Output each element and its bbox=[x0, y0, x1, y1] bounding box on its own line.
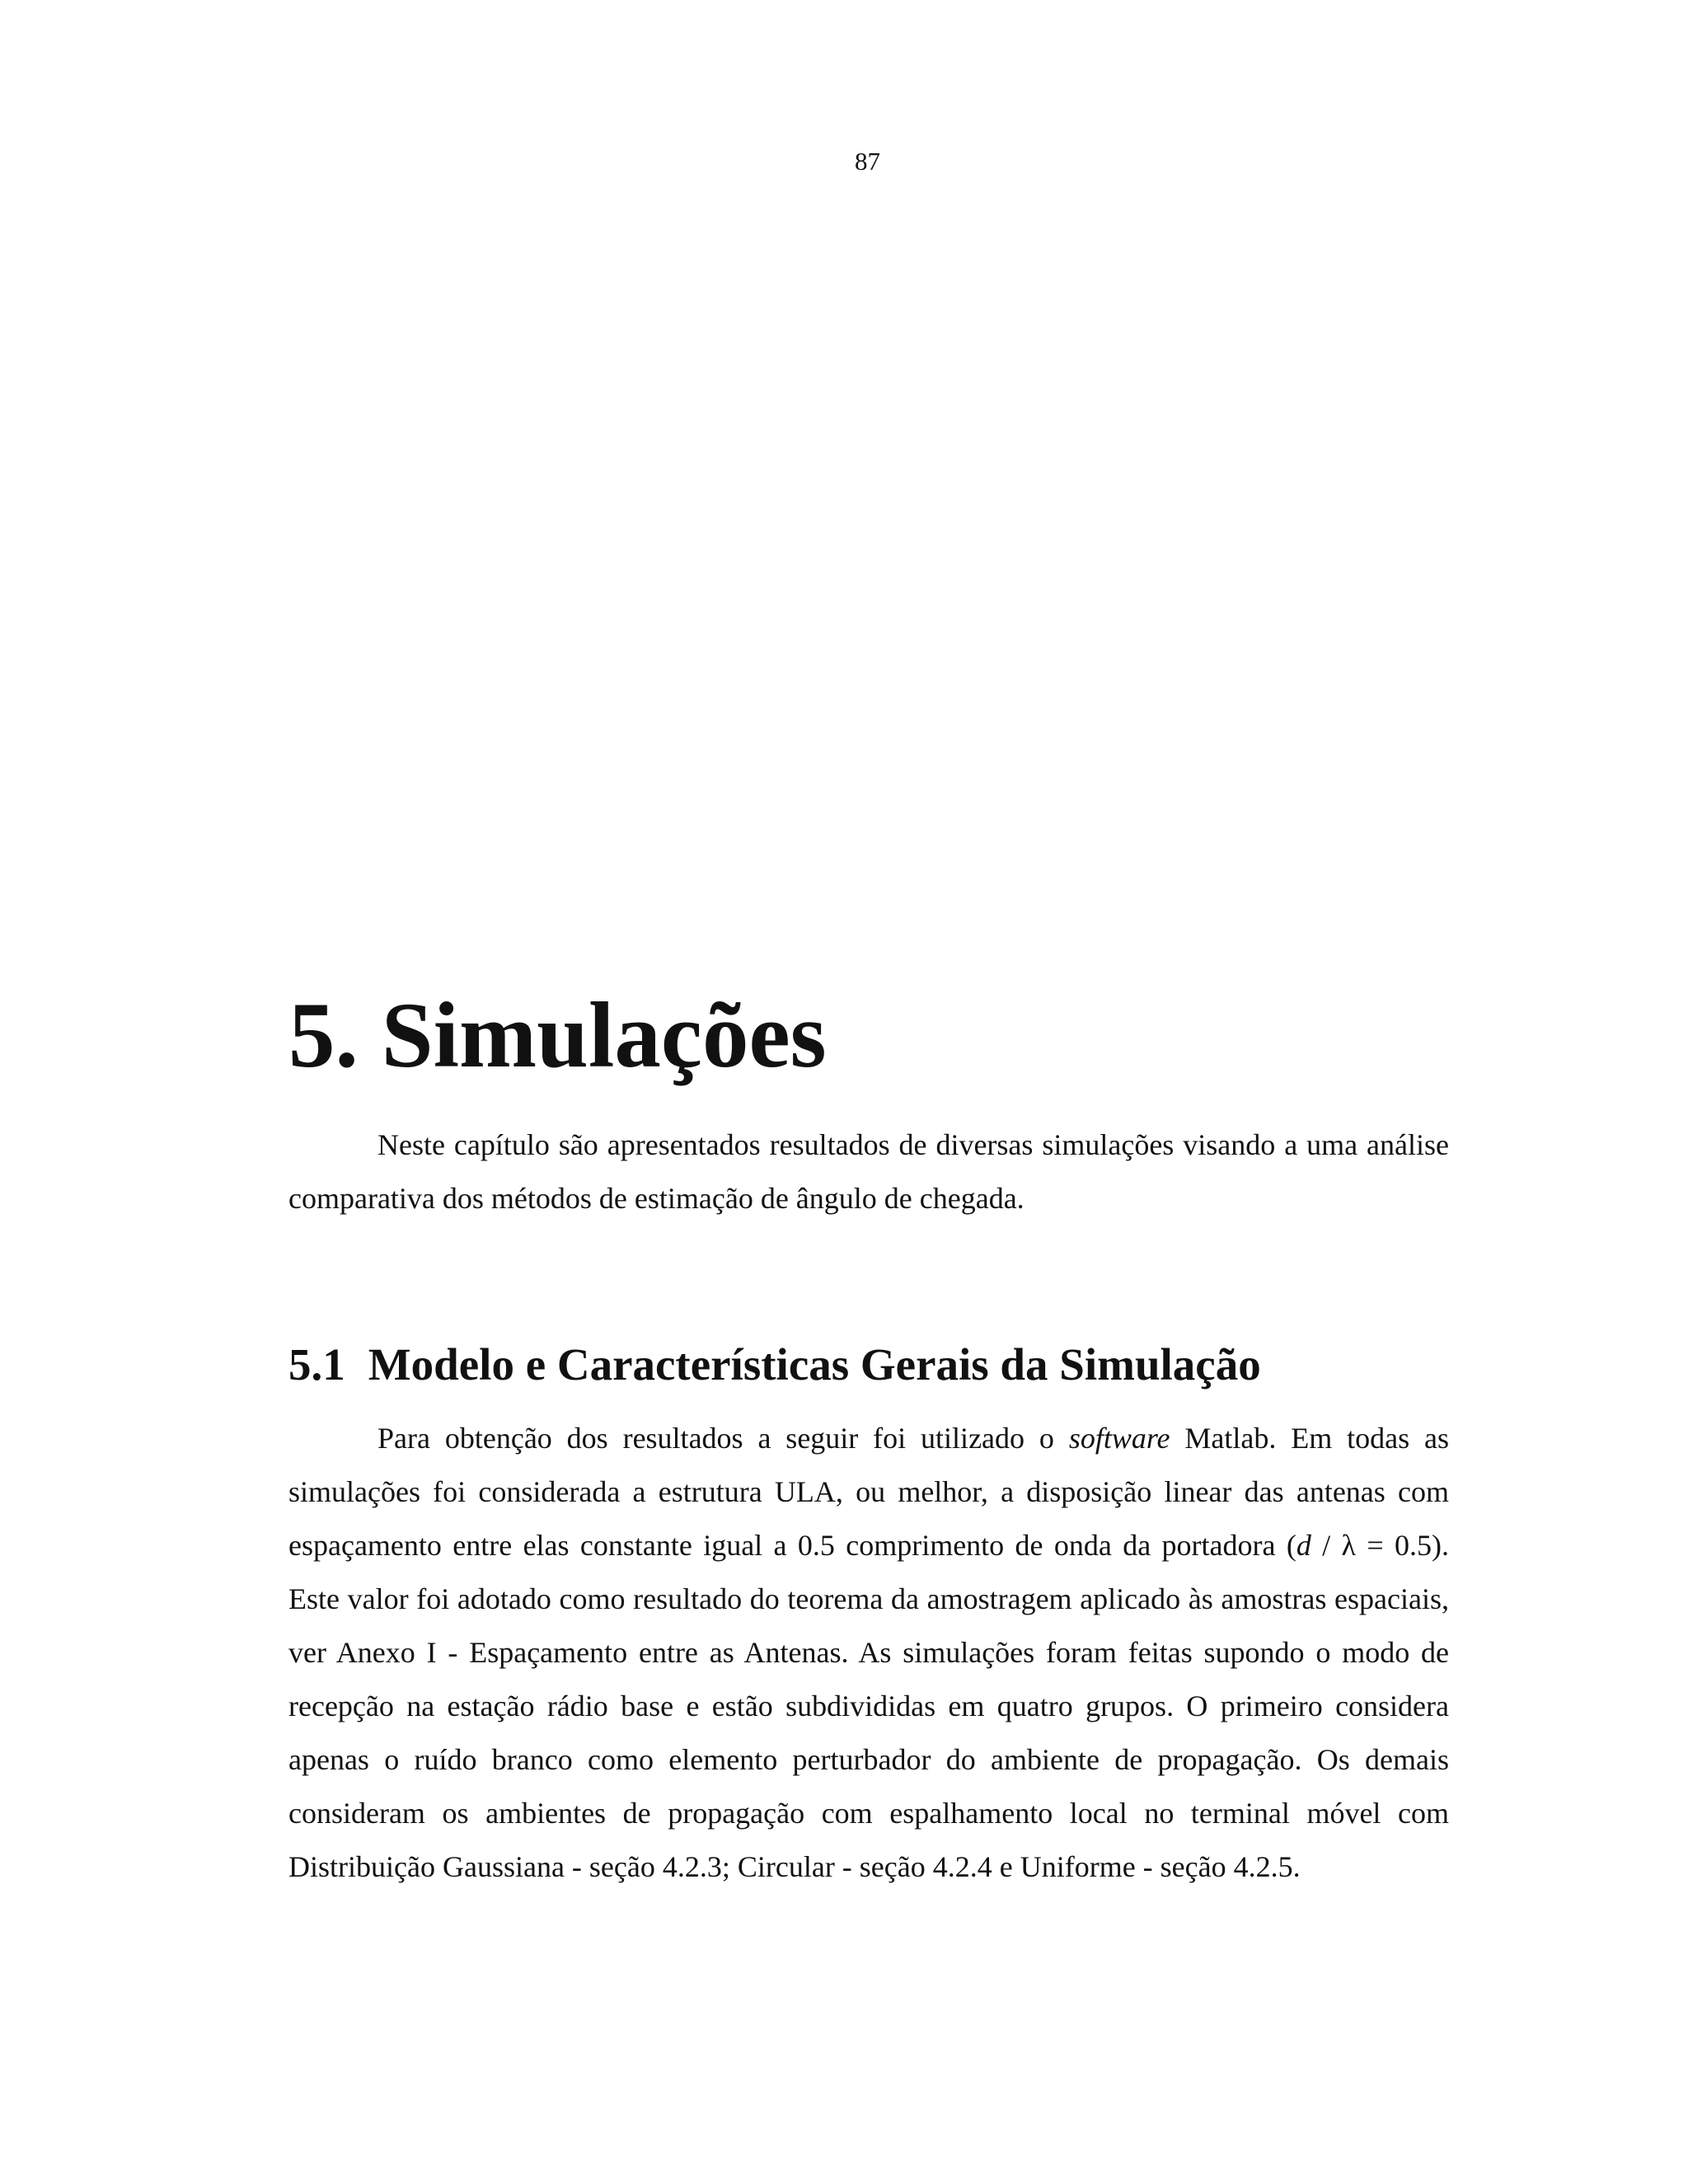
page-number: 87 bbox=[855, 147, 880, 176]
section-paragraph-part2: Matlab. Em todas as simulações foi considerada a estrutura ULA, ou melhor, a disposição linear das antenas com espaçamento entre elas constante igual a 0.5 comprimento de onda da portadora ( bbox=[288, 1422, 1450, 1562]
formula-variable-d: d bbox=[1296, 1529, 1311, 1562]
chapter-title-text: Simulações bbox=[381, 984, 827, 1087]
formula-rest: / λ = 0.5 bbox=[1311, 1529, 1432, 1562]
spacing-formula bbox=[1296, 1529, 1432, 1562]
section-paragraph-part1: Para obtenção dos resultados a seguir foi utilizado o bbox=[377, 1422, 1054, 1455]
section-paragraph-part3: ). Este valor foi adotado como resultado do teorema da amostragem aplicado às amostras espaciais, ver Anexo I - Espaçamento entre as Antenas. As simulações foram feitas supondo o modo de recepção na estação rádio base e estão subdivididas em quatro grupos. O primeiro considera apenas o ruído branco como elemento perturbador do ambiente de propagação. Os demais consideram os ambientes de propagação com espalhamento local no terminal móvel com Distribuição Gaussiana - seção 4.2.3; Circular - seção 4.2.4 e Uniforme - seção 4.2.5. bbox=[288, 1529, 1449, 1883]
intro-paragraph bbox=[288, 1118, 1449, 1226]
section-paragraph bbox=[288, 1412, 1449, 1894]
section-number: 5.1 bbox=[288, 1339, 345, 1390]
section-title: Modelo e Características Gerais da Simulação bbox=[368, 1339, 1261, 1390]
chapter-title bbox=[288, 984, 827, 1087]
software-italic-word: software bbox=[1068, 1422, 1170, 1455]
intro-paragraph-text: Neste capítulo são apresentados resultados de diversas simulações visando a uma análise comparativa dos métodos de estimação de ângulo de chegada. bbox=[288, 1128, 1449, 1215]
chapter-number: 5. bbox=[288, 984, 359, 1087]
section-heading bbox=[288, 1339, 1261, 1390]
